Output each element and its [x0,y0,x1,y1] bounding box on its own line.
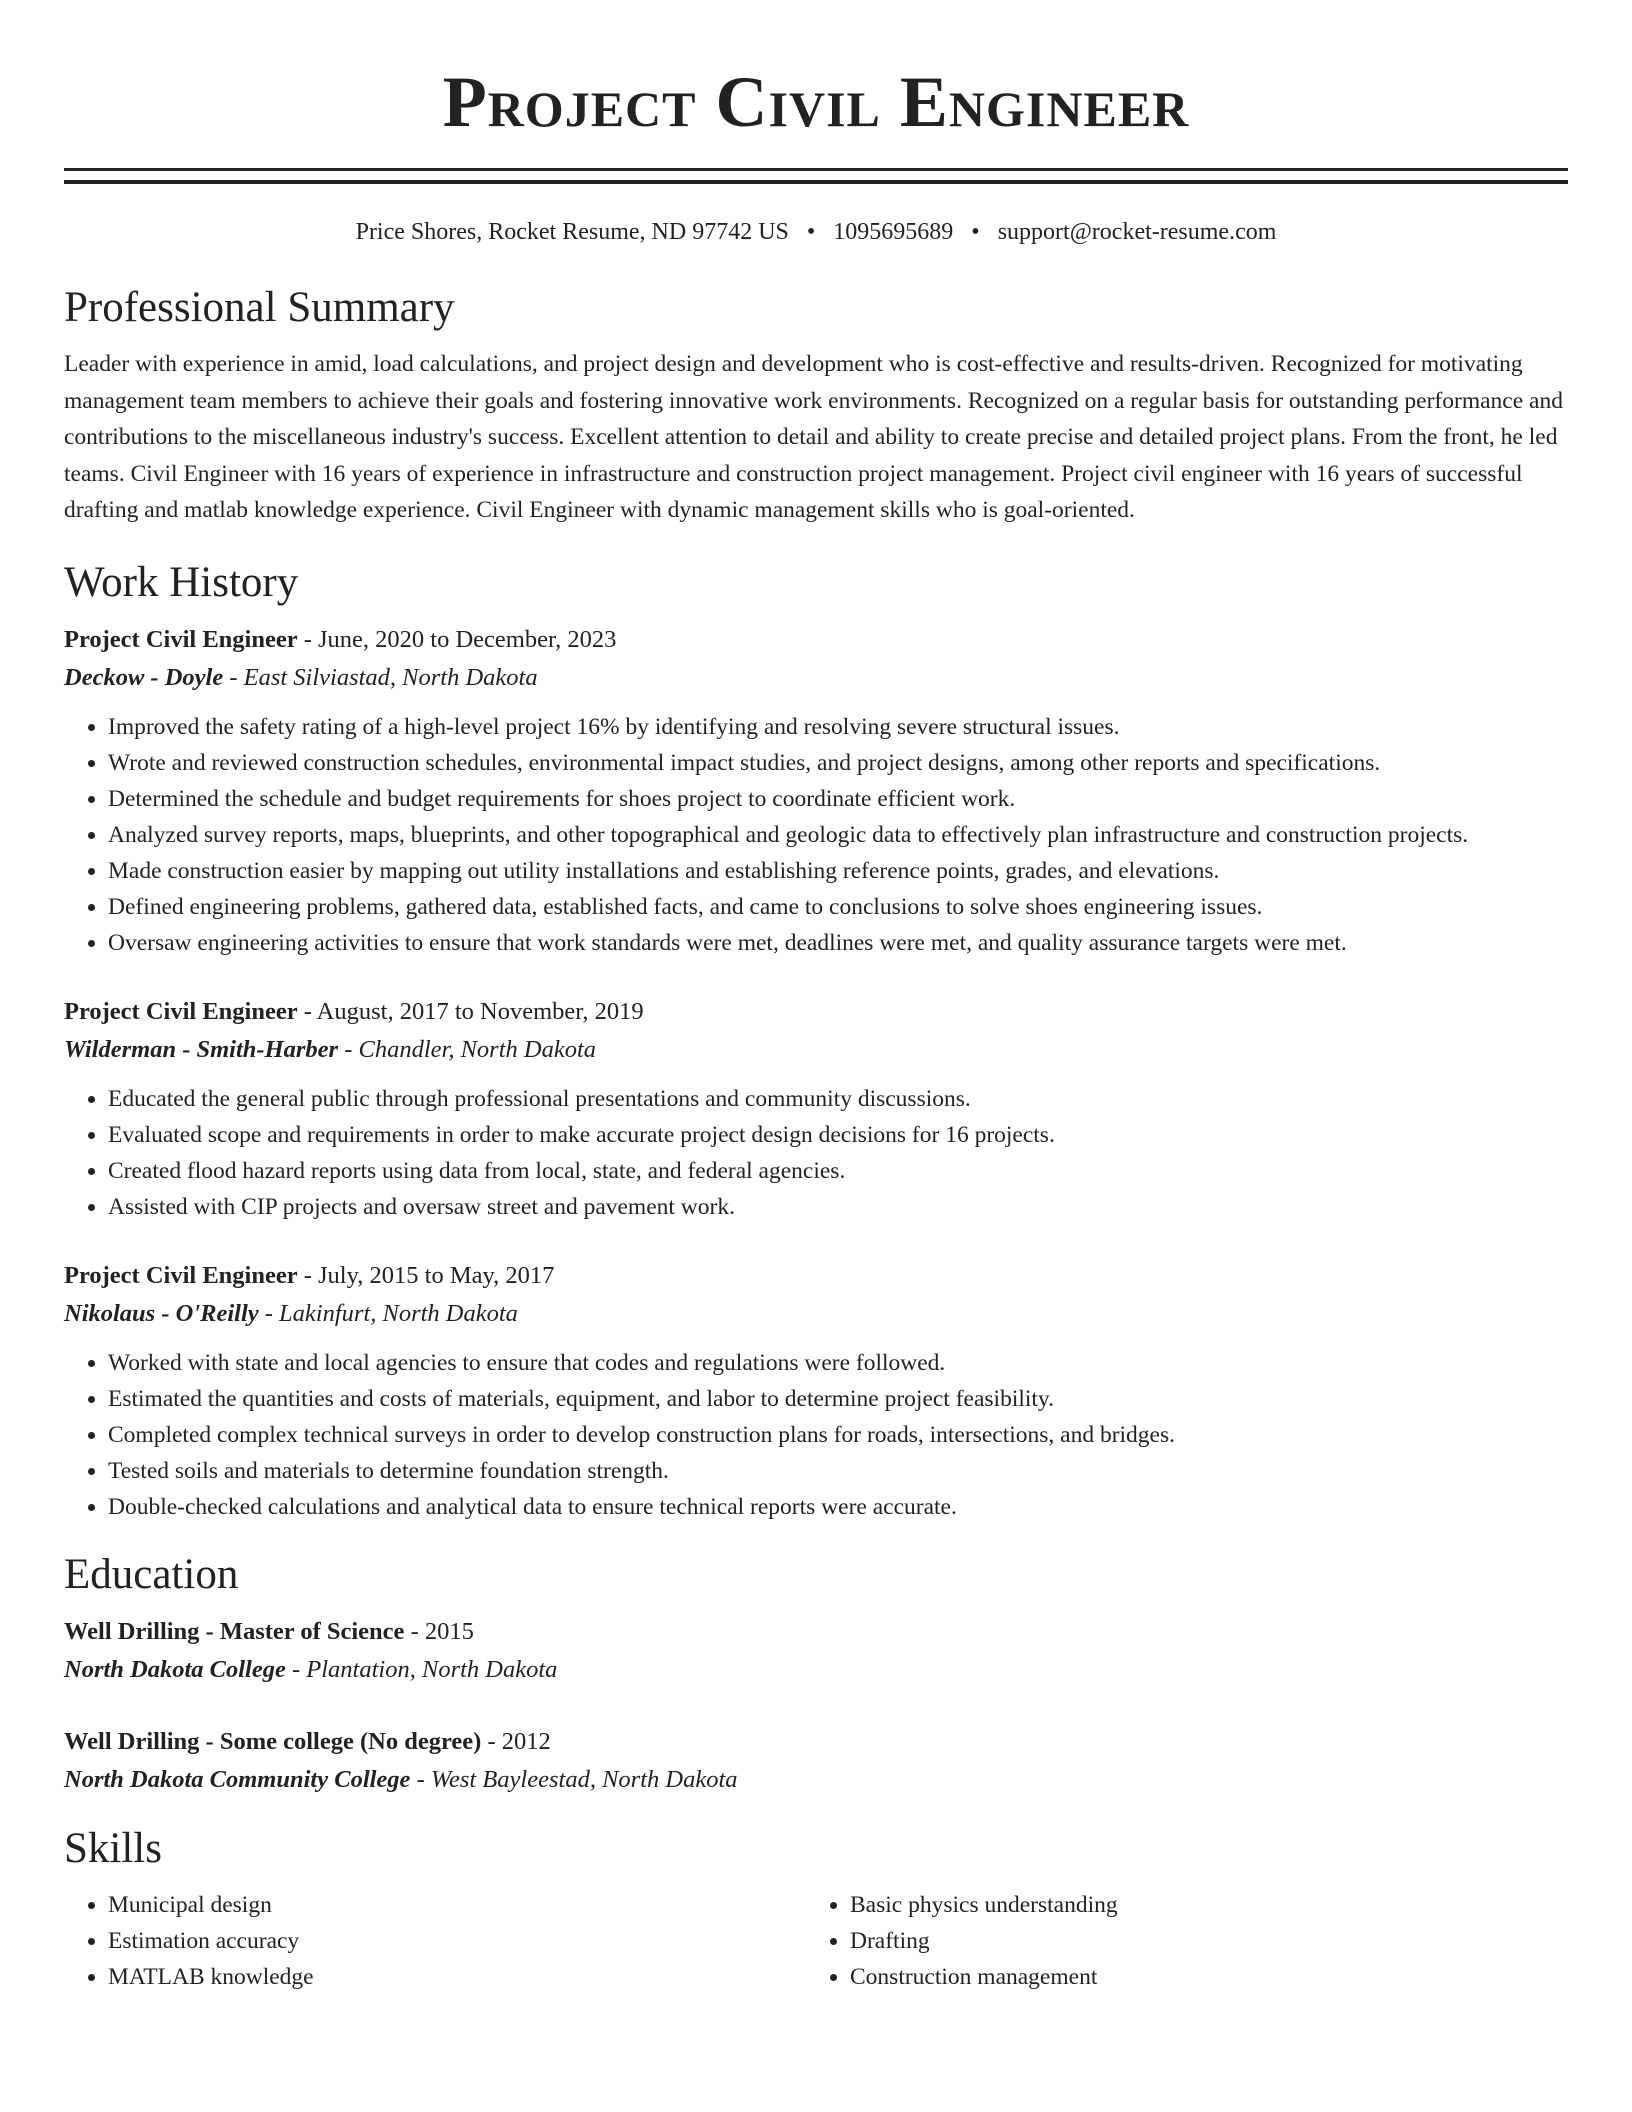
job-title: Project Civil Engineer [64,625,298,653]
job-bullet: • Made construction easier by mapping out utility installations and establishing reference points, grades, and elevations. [108,853,1568,889]
education-school-line [64,1761,1568,1799]
job-bullet: • Oversaw engineering activities to ensure that work standards were met, deadlines were met, and quality assurance targets were met. [108,925,1568,961]
job-title: Project Civil Engineer [64,997,298,1025]
job-bullet: • Evaluated scope and requirements in order to make accurate project design decisions for 16 projects. [108,1117,1568,1153]
job-title-line [64,1257,1568,1295]
skill-item: • Estimation accuracy [108,1923,806,1959]
section-heading-skills: Skills [64,1824,162,1872]
skill-item: • MATLAB knowledge [108,1959,806,1995]
job-company: Wilderman - Smith-Harber [64,1035,339,1063]
job-title: Project Civil Engineer [64,1261,298,1289]
education-degree-line [64,1723,1568,1761]
skills-grid [64,1887,1568,1995]
resume-name: Project Civil Engineer [442,62,1190,142]
education-school-line [64,1651,1568,1689]
job-company-line [64,1031,1568,1069]
job-location: - Lakinfurt, North Dakota [264,1299,518,1327]
skill-item: • Municipal design [108,1887,806,1923]
job-bullet: • Improved the safety rating of a high-level project 16% by identifying and resolving severe structural issues. [108,709,1568,745]
job-bullet: • Analyzed survey reports, maps, blueprints, and other topographical and geologic data to effectively plan infrastructure and construction projects. [108,817,1568,853]
job-bullets [64,1081,1568,1225]
job-bullet: • Double-checked calculations and analytical data to ensure technical reports were accurate. [108,1489,1568,1525]
section-heading-work-history: Work History [64,558,299,606]
header-double-rule [64,168,1568,184]
job-company: Nikolaus - O'Reilly [64,1299,259,1327]
skill-item: • Construction management [850,1959,1548,1995]
job-bullet: • Estimated the quantities and costs of materials, equipment, and labor to determine project feasibility. [108,1381,1568,1417]
skills-column-right [806,1887,1548,1995]
education-entry [64,1723,1568,1799]
job-title-line [64,621,1568,659]
education-degree: Well Drilling - Some college (No degree) [64,1727,482,1755]
job-bullet: • Tested soils and materials to determine foundation strength. [108,1453,1568,1489]
contact-line [64,214,1568,250]
contact-address: Price Shores, Rocket Resume, ND 97742 US [355,219,789,245]
job-location: - Chandler, North Dakota [344,1035,597,1063]
education-entry [64,1613,1568,1689]
job-bullet: • Educated the general public through professional presentations and community discussions. [108,1081,1568,1117]
skill-item: • Drafting [850,1923,1548,1959]
education-location: - Plantation, North Dakota [292,1655,558,1683]
skills-section [64,1821,1568,1995]
job-entry [64,1257,1568,1525]
job-bullets [64,709,1568,961]
skills-column-left [64,1887,806,1995]
section-heading-summary: Professional Summary [64,284,455,331]
job-title-line [64,993,1568,1031]
job-company-line [64,659,1568,697]
contact-phone: 1095695689 [833,219,954,245]
job-bullet: • Completed complex technical surveys in order to develop construction plans for roads, intersections, and bridges. [108,1417,1568,1453]
job-dates: - August, 2017 to November, 2019 [303,997,644,1025]
job-company: Deckow - Doyle [64,663,224,691]
summary-text: Leader with experience in amid, load calculations, and project design and development who is cost-effective and results-driven. Recognized for motivating management team members to achieve their goals and fostering innovative work environments. Recognized on a regular basis for outstanding performance and contributions to the miscellaneous industry's success. Excellent attention to detail and ability to create precise and detailed project plans. From the front, he led teams. Civil Engineer with 16 years of experience in infrastructure and construction project management. Project civil engineer with 16 years of successful drafting and matlab knowledge experience. Civil Engineer with dynamic management skills who is goal-oriented. [64,351,1563,523]
education-year: - 2012 [487,1727,551,1755]
education-degree-line [64,1613,1568,1651]
job-bullet: • Worked with state and local agencies to ensure that codes and regulations were followed. [108,1345,1568,1381]
work-history-section [64,555,1568,1525]
summary-section [64,280,1568,529]
job-bullet: • Determined the schedule and budget requirements for shoes project to coordinate efficient work. [108,781,1568,817]
contact-separator: • [971,219,980,245]
job-bullet: • Created flood hazard reports using data from local, state, and federal agencies. [108,1153,1568,1189]
education-year: - 2015 [410,1617,474,1645]
contact-email: support@rocket-resume.com [997,219,1277,245]
education-location: - West Bayleestad, North Dakota [416,1765,738,1793]
job-entry [64,993,1568,1225]
job-dates: - June, 2020 to December, 2023 [303,625,617,653]
skill-item: • Basic physics understanding [850,1887,1548,1923]
education-degree: Well Drilling - Master of Science [64,1617,405,1645]
job-entry [64,621,1568,961]
job-bullet: • Defined engineering problems, gathered data, established facts, and came to conclusions to solve shoes engineering issues. [108,889,1568,925]
education-school: North Dakota Community College [64,1765,411,1793]
job-bullet: • Wrote and reviewed construction schedules, environmental impact studies, and project designs, among other reports and specifications. [108,745,1568,781]
job-bullets [64,1345,1568,1525]
job-dates: - July, 2015 to May, 2017 [303,1261,555,1289]
section-heading-education: Education [64,1550,239,1598]
education-school: North Dakota College [64,1655,286,1683]
education-section [64,1547,1568,1799]
job-bullet: • Assisted with CIP projects and oversaw street and pavement work. [108,1189,1568,1225]
job-location: - East Silviastad, North Dakota [229,663,538,691]
job-company-line [64,1295,1568,1333]
contact-separator: • [806,219,816,245]
